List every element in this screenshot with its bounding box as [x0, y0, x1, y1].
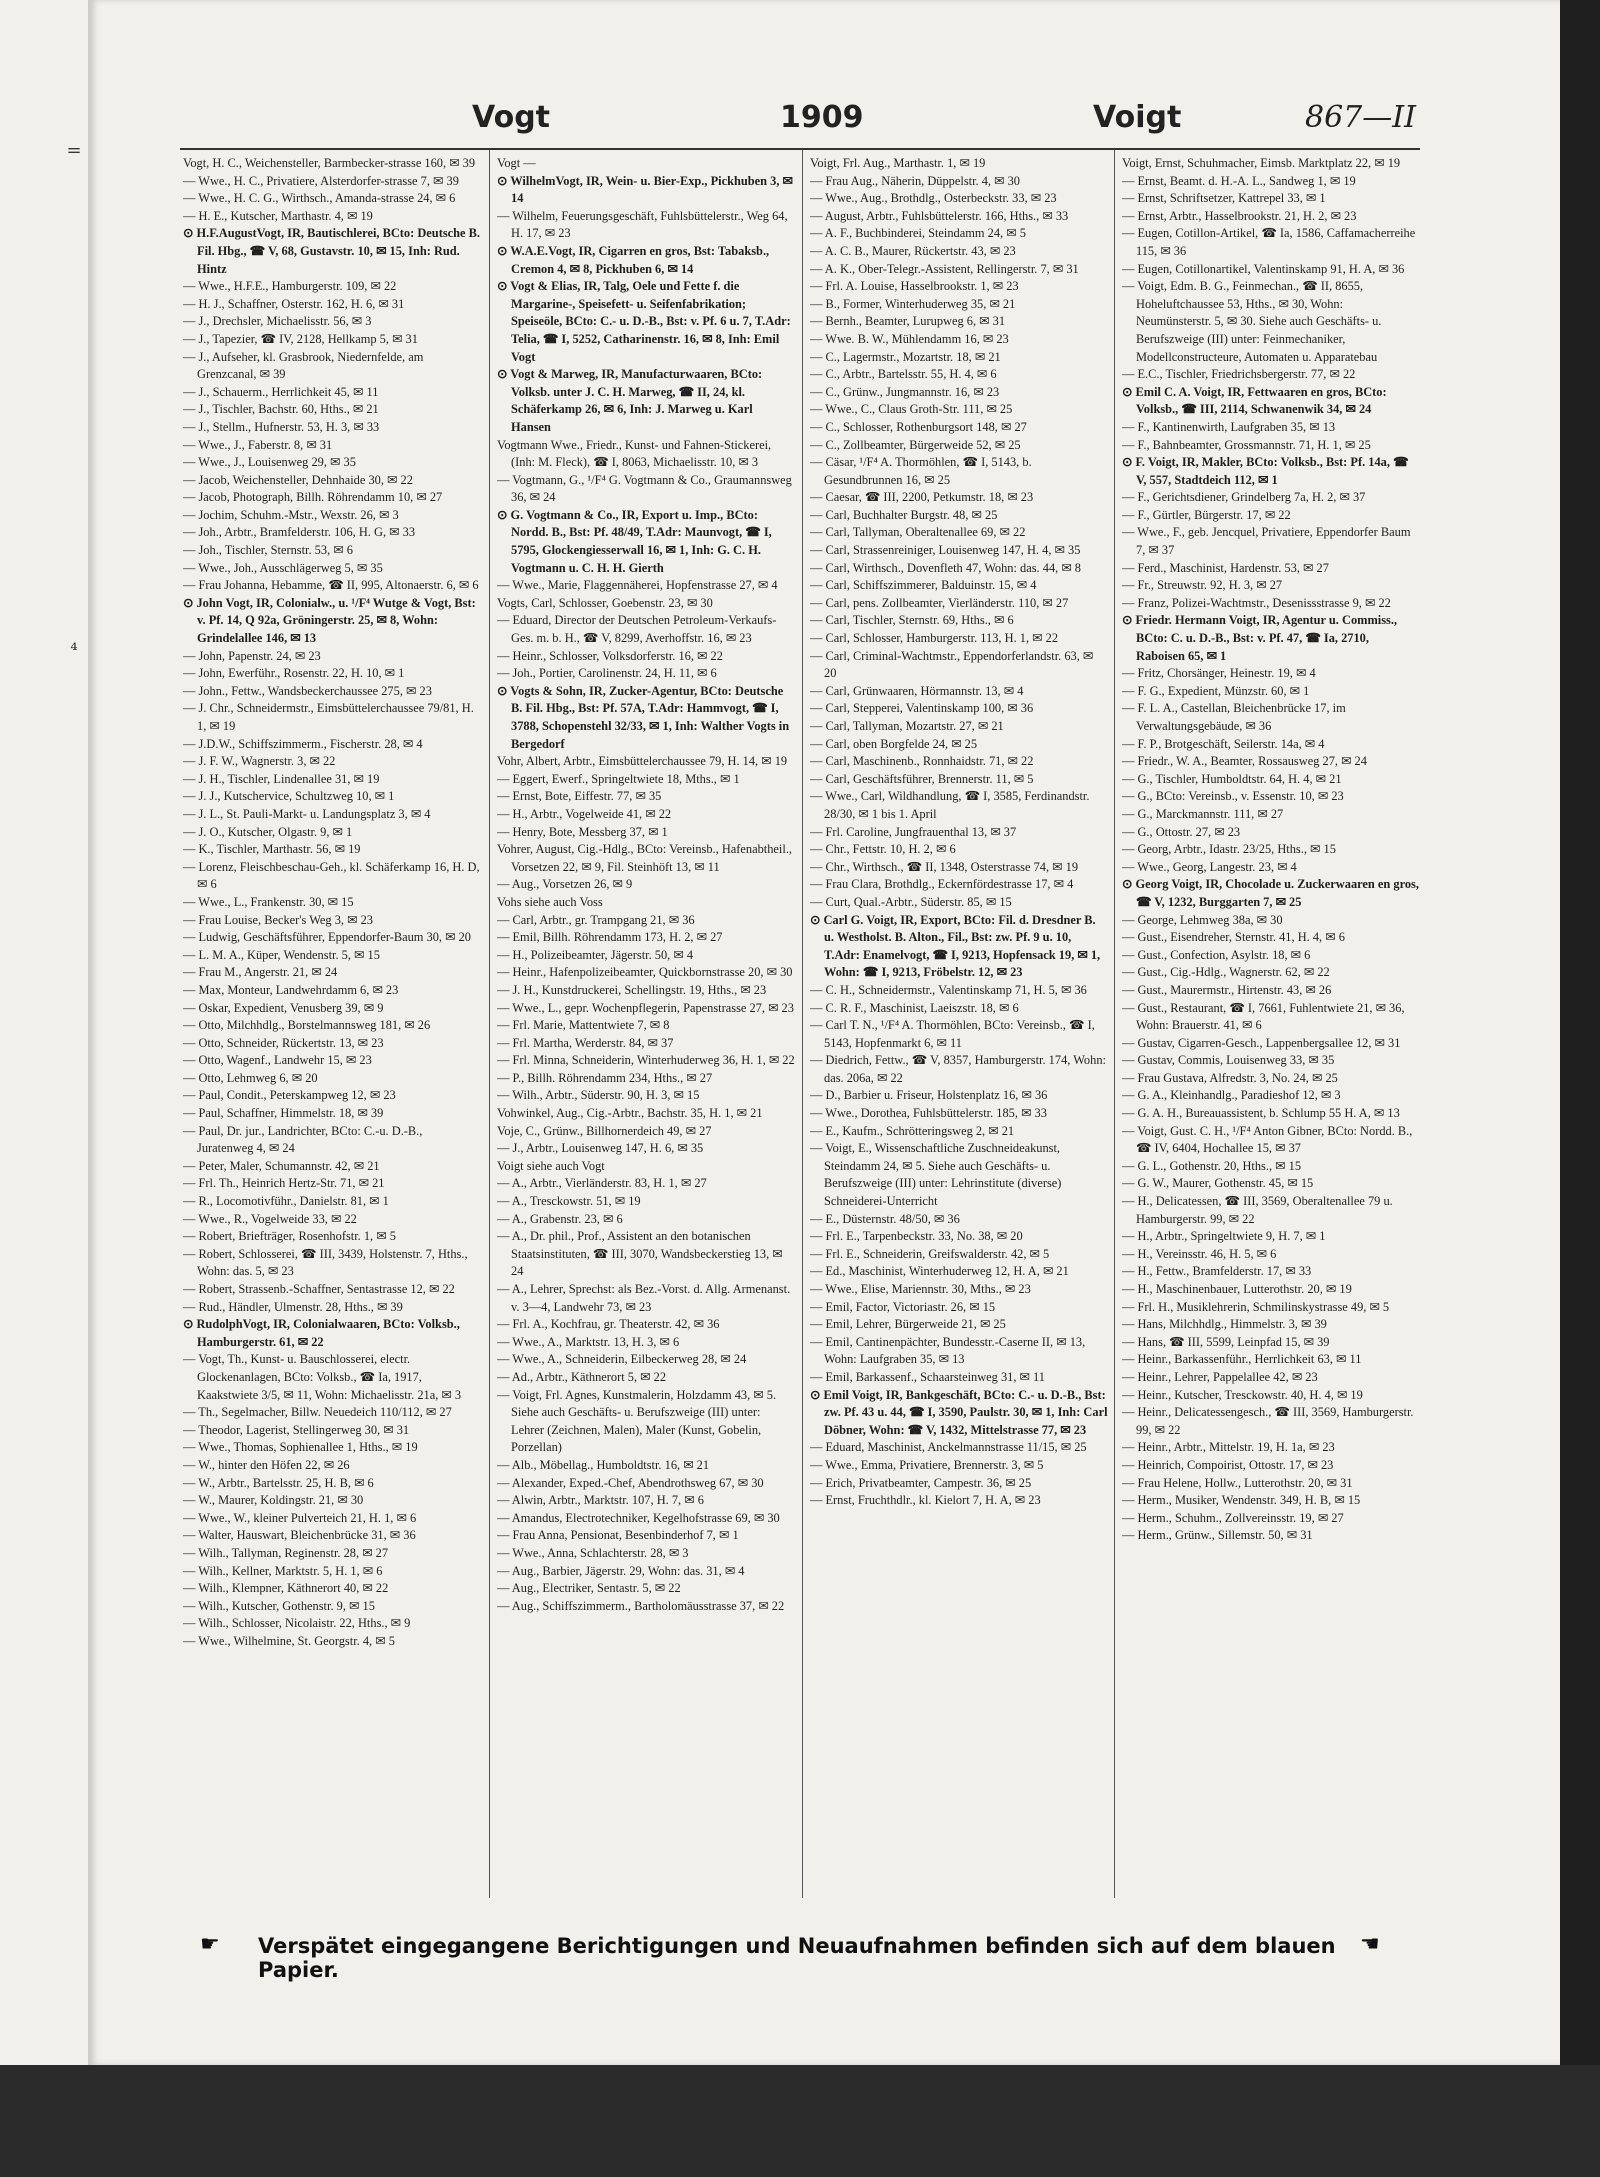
header-left-name: Vogt: [472, 100, 551, 135]
column-rule: [802, 150, 803, 1898]
directory-entry: — Wwe., A., Marktstr. 13, H. 3, ✉ 6: [497, 1334, 680, 1349]
directory-entry: — Frau Helene, Hollw., Lutterothstr. 20, ✉ 31: [1122, 1475, 1353, 1490]
directory-entry: — Wwe., H. C. G., Wirthsch., Amanda-strasse 24, ✉ 6: [183, 191, 456, 206]
directory-entry: — Eugen, Cotillon-Artikel, ☎ Ia, 1586, Caffamacherreihe 115, ✉ 36: [1122, 226, 1416, 258]
directory-entry: — Wilhelm, Feuerungsgeschäft, Fuhlsbüttelerstr., Weg 64, H. 17, ✉ 23: [497, 208, 788, 241]
directory-entry: — Frl. A., Kochfrau, gr. Theaterstr. 42, ✉ 36: [497, 1317, 720, 1332]
directory-entry: Vohrer, August, Cig.-Hdlg., BCto: Vereinsb., Hafenabtheil., Vorsetzen 22, ✉ 9, Fil. Steinhöft 13, ✉ 11: [497, 842, 793, 874]
directory-entry: — H., Delicatessen, ☎ III, 3569, Oberaltenallee 79 u. Hamburgerstr. 99, ✉ 22: [1122, 1194, 1393, 1226]
directory-entry: — Hans, ☎ III, 5599, Leinpfad 15, ✉ 39: [1122, 1334, 1330, 1349]
directory-column-4: [1122, 155, 1420, 1895]
directory-entry: — Frl. H., Musiklehrerin, Schmilinskystrasse 49, ✉ 5: [1122, 1299, 1390, 1314]
scan-background: [0, 2065, 1600, 2177]
directory-entry: — George, Lehmweg 38a, ✉ 30: [1122, 912, 1283, 927]
right-dark-band: [1560, 0, 1600, 2065]
directory-entry: Voigt, Ernst, Schuhmacher, Eimsb. Marktplatz 22, ✉ 19: [1122, 156, 1401, 170]
directory-entry: — J. H., Kunstdruckerei, Schellingstr. 19, Hths., ✉ 23: [497, 982, 767, 997]
directory-entry: — Robert, Briefträger, Rosenhofstr. 1, ✉ 5: [183, 1229, 396, 1244]
directory-entry: — Otto, Lehmweg 6, ✉ 20: [183, 1070, 318, 1085]
directory-entry: ⊙ Georg Voigt, IR, Chocolade u. Zuckerwaaren en gros, ☎ V, 1232, Burggarten 7, ✉ 25: [1122, 877, 1419, 909]
directory-entry: — Ferd., Maschinist, Hardenstr. 53, ✉ 27: [1122, 560, 1329, 575]
directory-entry: — Gust., Restaurant, ☎ I, 7661, Fuhlentwiete 21, ✉ 36, Wohn: Brauerstr. 41, ✉ 6: [1122, 1000, 1405, 1033]
directory-entry: — Carl, Arbtr., gr. Trampgang 21, ✉ 36: [497, 912, 695, 927]
directory-entry: — G. A. H., Bureauassistent, b. Schlump 55 H. A, ✉ 13: [1122, 1106, 1400, 1121]
directory-entry: — C. R. F., Maschinist, Laeiszstr. 18, ✉ 6: [810, 1000, 1019, 1015]
directory-entry: — J., Tischler, Bachstr. 60, Hths., ✉ 21: [183, 402, 379, 417]
directory-entry: — Emil, Barkassenf., Schaarsteinweg 31, ✉ 11: [810, 1369, 1045, 1384]
directory-column-1: [183, 155, 481, 1895]
directory-entry: — H. J., Schaffner, Osterstr. 162, H. 6, ✉ 31: [183, 296, 405, 311]
directory-entry: — Herm., Schuhm., Zollvereinsstr. 19, ✉ 27: [1122, 1510, 1344, 1525]
directory-entry: — Wwe., Georg, Langestr. 23, ✉ 4: [1122, 859, 1297, 874]
directory-entry: ⊙ John Vogt, IR, Colonialw., u. ¹/F⁴ Wutge & Vogt, Bst: v. Pf. 14, Q 92a, Gröningerstr. 25, ✉ 8, Wohn: Grindelallee 146, ✉ 13: [183, 595, 476, 646]
directory-entry: — J. J., Kutschervice, Schultzweg 10, ✉ 1: [183, 789, 395, 804]
directory-entry: — J. L., St. Pauli-Markt- u. Landungsplatz 3, ✉ 4: [183, 806, 431, 821]
directory-entry: — John, Papenstr. 24, ✉ 23: [183, 648, 321, 663]
directory-entry: — John., Fettw., Wandsbeckerchaussee 275, ✉ 23: [183, 683, 432, 698]
directory-entry: — Frl. A. Louise, Hasselbrookstr. 1, ✉ 23: [810, 279, 1019, 294]
directory-entry: — Wwe., A., Schneiderin, Eilbeckerweg 28, ✉ 24: [497, 1352, 747, 1367]
directory-entry: — Carl, oben Borgfelde 24, ✉ 25: [810, 736, 978, 751]
directory-entry: — Diedrich, Fettw., ☎ V, 8357, Hamburgerstr. 174, Wohn: das. 206a, ✉ 22: [810, 1053, 1106, 1085]
directory-entry: — J., Tapezier, ☎ IV, 2128, Hellkamp 5, ✉ 31: [183, 331, 418, 346]
directory-entry: — Carl, pens. Zollbeamter, Vierländerstr. 110, ✉ 27: [810, 595, 1069, 610]
column-rule: [1114, 150, 1115, 1898]
directory-entry: — A., Tresckowstr. 51, ✉ 19: [497, 1194, 641, 1209]
directory-entry: — Carl, Buchhalter Burgstr. 48, ✉ 25: [810, 507, 998, 522]
directory-entry: — Gustav, Cigarren-Gesch., Lappenbergsallee 12, ✉ 31: [1122, 1035, 1401, 1050]
directory-entry: — A. F., Buchbinderei, Steindamm 24, ✉ 5: [810, 226, 1026, 241]
directory-entry: — Cäsar, ¹/F⁴ A. Thormöhlen, ☎ I, 5143, b. Gesundbrunnen 16, ✉ 25: [810, 455, 1032, 487]
directory-entry: — C. H., Schneidermstr., Valentinskamp 71, H. 5, ✉ 36: [810, 982, 1087, 997]
directory-entry: — Henry, Bote, Messberg 37, ✉ 1: [497, 824, 668, 839]
directory-entry: Vogt —: [497, 156, 536, 170]
directory-entry: — Paul, Dr. jur., Landrichter, BCto: C.-u. D.-B., Juratenweg 4, ✉ 24: [183, 1123, 423, 1156]
directory-entry: — G. W., Maurer, Gothenstr. 45, ✉ 15: [1122, 1176, 1314, 1191]
directory-entry: — Fritz, Chorsänger, Heinestr. 19, ✉ 4: [1122, 666, 1316, 681]
directory-entry: — J. O., Kutscher, Olgastr. 9, ✉ 1: [183, 824, 353, 839]
directory-entry: — J., Stellm., Hufnerstr. 53, H. 3, ✉ 33: [183, 419, 380, 434]
directory-entry: — F., Gerichtsdiener, Grindelberg 7a, H. 2, ✉ 37: [1122, 490, 1366, 505]
directory-entry: — Joh., Portier, Carolinenstr. 24, H. 11, ✉ 6: [497, 666, 717, 681]
directory-entry: — G. A., Kleinhandlg., Paradieshof 12, ✉ 3: [1122, 1088, 1341, 1103]
directory-entry: — Eugen, Cotillonartikel, Valentinskamp 91, H. A, ✉ 36: [1122, 261, 1405, 276]
footer-text: Verspätet eingegangene Berichtigungen und Neuaufnahmen befinden sich auf dem blauen Papier.: [258, 1934, 1336, 1982]
directory-entry: — Joh., Tischler, Sternstr. 53, ✉ 6: [183, 543, 353, 558]
directory-entry: — Eduard, Director der Deutschen Petroleum-Verkaufs-Ges. m. b. H., ☎ V, 8299, Averhoffstr. 16, ✉ 23: [497, 613, 777, 646]
directory-entry: — Hans, Milchhdlg., Himmelstr. 3, ✉ 39: [1122, 1317, 1327, 1332]
directory-entry: — Ernst, Fruchthdlr., kl. Kielort 7, H. A, ✉ 23: [810, 1493, 1041, 1508]
directory-entry: — Voigt, Frl. Agnes, Kunstmalerin, Holzdamm 43, ✉ 5. Siehe auch Geschäfts- u. Berufszweige (III) unter: Lehrer (Zeichnen, Malen), Maler (Kunst, Gobelin, Porzellan): [497, 1387, 777, 1455]
directory-entry: — E.C., Tischler, Friedrichsbergerstr. 77, ✉ 22: [1122, 367, 1356, 382]
directory-entry: — Bernh., Beamter, Lurupweg 6, ✉ 31: [810, 314, 1006, 329]
directory-entry: — W., hinter den Höfen 22, ✉ 26: [183, 1457, 350, 1472]
directory-entry: — Alwin, Arbtr., Marktstr. 107, H. 7, ✉ 6: [497, 1493, 704, 1508]
directory-entry: — Wwe., Emma, Privatiere, Brennerstr. 3, ✉ 5: [810, 1457, 1044, 1472]
directory-entry: Vogt, H. C., Weichensteller, Barmbecker-strasse 160, ✉ 39: [183, 156, 476, 170]
directory-entry: — A. C. B., Maurer, Rückertstr. 43, ✉ 23: [810, 243, 1016, 258]
directory-entry: — Alb., Möbellag., Humboldtstr. 16, ✉ 21: [497, 1457, 710, 1472]
directory-entry: — A. K., Ober-Telegr.-Assistent, Rellingerstr. 7, ✉ 31: [810, 261, 1079, 276]
directory-entry: — Wwe., Marie, Flaggennäherei, Hopfenstrasse 27, ✉ 4: [497, 578, 778, 593]
directory-entry: — A., Dr. phil., Prof., Assistent an den botanischen Staatsinstituten, ☎ III, 3070, Wandsbeckerstieg 13, ✉ 24: [497, 1229, 783, 1279]
directory-entry: — C., Zollbeamter, Bürgerweide 52, ✉ 25: [810, 437, 1021, 452]
directory-entry: — Gust., Cig.-Hdlg., Wagnerstr. 62, ✉ 22: [1122, 965, 1330, 980]
directory-entry: — Ernst, Arbtr., Hasselbrookstr. 21, H. 2, ✉ 23: [1122, 208, 1357, 223]
directory-entry: — J., Aufseher, kl. Grasbrook, Niedernfelde, am Grenzcanal, ✉ 39: [183, 349, 424, 382]
directory-entry: — Frau Aug., Näherin, Düppelstr. 4, ✉ 30: [810, 173, 1020, 188]
directory-entry: — H., Arbtr., Springeltwiete 9, H. 7, ✉ 1: [1122, 1229, 1326, 1244]
directory-entry: Voje, C., Grünw., Billhornerdeich 49, ✉ 27: [497, 1123, 712, 1138]
directory-entry: — L. M. A., Küper, Wendenstr. 5, ✉ 15: [183, 947, 380, 962]
directory-entry: — G., Tischler, Humboldtstr. 64, H. 4, ✉ 21: [1122, 771, 1342, 786]
directory-entry: — Ernst, Beamt. d. H.-A. L., Sandweg 1, ✉ 19: [1122, 173, 1356, 188]
directory-entry: — Carl, Tischler, Sternstr. 69, Hths., ✉ 6: [810, 613, 1014, 628]
directory-entry: — Frl. Minna, Schneiderin, Winterhuderweg 36, H. 1, ✉ 22: [497, 1053, 795, 1068]
directory-entry: — Max, Monteur, Landwehrdamm 6, ✉ 23: [183, 982, 399, 997]
directory-entry: — Frl. E., Tarpenbeckstr. 33, No. 38, ✉ 20: [810, 1229, 1023, 1244]
directory-entry: — B., Former, Winterhuderweg 35, ✉ 21: [810, 296, 1016, 311]
directory-entry: — Wilh., Tallyman, Reginenstr. 28, ✉ 27: [183, 1545, 389, 1560]
directory-entry: — Frl. Martha, Werderstr. 84, ✉ 37: [497, 1035, 674, 1050]
directory-entry: — F. P., Brotgeschäft, Seilerstr. 14a, ✉ 4: [1122, 736, 1325, 751]
directory-entry: — Heinr., Schlosser, Volksdorferstr. 16, ✉ 22: [497, 648, 723, 663]
directory-entry: — Wwe., Elise, Mariennstr. 30, Mths., ✉ 23: [810, 1282, 1031, 1296]
directory-entry: Vohr, Albert, Arbtr., Eimsbüttelerchaussee 79, H. 14, ✉ 19: [497, 754, 788, 769]
directory-entry: — Eduard, Maschinist, Anckelmannstrasse 11/15, ✉ 25: [810, 1440, 1087, 1455]
margin-mark: ⁴: [70, 640, 78, 661]
directory-entry: — J.D.W., Schiffszimmerm., Fischerstr. 28, ✉ 4: [183, 736, 423, 751]
directory-entry: — H., Polizeibeamter, Jägerstr. 50, ✉ 4: [497, 947, 694, 962]
directory-entry: — Jacob, Weichensteller, Dehnhaide 30, ✉ 22: [183, 472, 413, 487]
header-year: 1909: [780, 100, 864, 135]
directory-entry: — C., Schlosser, Rothenburgsort 148, ✉ 27: [810, 419, 1027, 434]
pointing-hand-left-icon: ☚: [1360, 1932, 1380, 1957]
directory-entry: — Wwe., L., gepr. Wochenpflegerin, Papenstrasse 27, ✉ 23: [497, 1000, 794, 1015]
directory-entry: — D., Barbier u. Friseur, Holstenplatz 16, ✉ 36: [810, 1088, 1048, 1103]
directory-entry: — Wwe. B. W., Mühlendamm 16, ✉ 23: [810, 331, 1009, 346]
directory-entry: — John, Ewerführ., Rosenstr. 22, H. 10, ✉ 1: [183, 666, 405, 681]
directory-entry: — Caesar, ☎ III, 2200, Petkumstr. 18, ✉ 23: [810, 490, 1034, 505]
directory-entry: — Carl, Wirthsch., Dovenfleth 47, Wohn: das. 44, ✉ 8: [810, 560, 1082, 575]
directory-entry: — J., Arbtr., Louisenweg 147, H. 6, ✉ 35: [497, 1141, 704, 1156]
directory-entry: — Lorenz, Fleischbeschau-Geh., kl. Schäferkamp 16, H. D, ✉ 6: [183, 859, 480, 892]
directory-entry: — Aug., Vorsetzen 26, ✉ 9: [497, 877, 633, 892]
directory-entry: — Wwe., Wilhelmine, St. Georgstr. 4, ✉ 5: [183, 1633, 395, 1648]
directory-entry: — Carl, Tallyman, Mozartstr. 27, ✉ 21: [810, 719, 1004, 733]
directory-entry: — Chr., Fettstr. 10, H. 2, ✉ 6: [810, 842, 956, 857]
directory-entry: — Wwe., Aug., Brothdlg., Osterbeckstr. 33, ✉ 23: [810, 191, 1057, 206]
directory-entry: — Frau Clara, Brothdlg., Eckernfördestrasse 17, ✉ 4: [810, 877, 1074, 892]
directory-entry: — J., Schauerm., Herrlichkeit 45, ✉ 11: [183, 384, 379, 399]
directory-entry: — Chr., Wirthsch., ☎ II, 1348, Osterstrasse 74, ✉ 19: [810, 859, 1079, 874]
left-margin-strip: [0, 0, 91, 2065]
directory-column-2: [497, 155, 795, 1895]
directory-entry: — Ernst, Schriftsetzer, Kattrepel 33, ✉ 1: [1122, 191, 1326, 206]
directory-entry: — Aug., Barbier, Jägerstr. 29, Wohn: das. 31, ✉ 4: [497, 1563, 745, 1578]
directory-entry: — J., Drechsler, Michaelisstr. 56, ✉ 3: [183, 314, 372, 329]
directory-entry: ⊙ Vogts & Sohn, IR, Zucker-Agentur, BCto: Deutsche B. Fil. Hbg., Bst: Pf. 57A, T.Adr: Hammvogt, ☎ I, 3788, Schopenstehl 32/33, ✉ 1, Inh: Walther Vogts in Bergedorf: [497, 683, 790, 751]
directory-entry: ⊙ Emil Voigt, IR, Bankgeschäft, BCto: C.- u. D.-B., Bst: zw. Pf. 43 u. 44, ☎ I, 3590, Paulstr. 30, ✉ 1, Inh: Carl Döbner, Wohn: ☎ V, 1432, Mittelstrasse 77, ✉ 23: [810, 1387, 1108, 1437]
directory-entry: ⊙ Emil C. A. Voigt, IR, Fettwaaren en gros, BCto: Volksb., ☎ III, 2114, Schwanenwik 34, ✉ 24: [1122, 384, 1387, 417]
directory-entry: — A., Lehrer, Sprechst: als Bez.-Vorst. d. Allg. Armenanst. v. 3—4, Landwehr 73, ✉ 23: [497, 1282, 791, 1314]
directory-entry: — Carl, Schlosser, Hamburgerstr. 113, H. 1, ✉ 22: [810, 631, 1059, 646]
directory-entry: ⊙ Vogt & Elias, IR, Talg, Oele und Fette f. die Margarine-, Speisefett- u. Seifenfabrikation; Speiseöle, BCto: C.- u. D.-B., Bst: v. Pf. 6 u. 7, T.Adr: Telia, ☎ I, 5252, Catharinenstr. 16, ✉ 8, Inh: Emil Vogt: [497, 279, 791, 364]
directory-entry: — C., Grünw., Jungmannstr. 16, ✉ 23: [810, 384, 1000, 399]
directory-entry: — G., Marckmannstr. 111, ✉ 27: [1122, 806, 1284, 821]
directory-entry: — Otto, Milchhdlg., Borstelmannsweg 181, ✉ 26: [183, 1018, 431, 1033]
directory-entry: — Emil, Factor, Victoriastr. 26, ✉ 15: [810, 1299, 996, 1314]
directory-entry: — Wwe., Anna, Schlachterstr. 28, ✉ 3: [497, 1545, 689, 1560]
directory-entry: — F., Gürtler, Bürgerstr. 17, ✉ 22: [1122, 507, 1291, 522]
directory-entry: — Fr., Streuwstr. 92, H. 3, ✉ 27: [1122, 578, 1283, 593]
directory-entry: — Emil, Lehrer, Bürgerweide 21, ✉ 25: [810, 1317, 1006, 1332]
directory-entry: — F. L. A., Castellan, Bleichenbrücke 17, im Verwaltungsgebäude, ✉ 36: [1122, 701, 1346, 733]
directory-entry: Vogts, Carl, Schlosser, Goebenstr. 23, ✉ 30: [497, 595, 713, 610]
header-right-name: Voigt: [1093, 100, 1182, 135]
directory-entry: — E., Düsternstr. 48/50, ✉ 36: [810, 1211, 960, 1226]
directory-entry: — H., Fettw., Bramfelderstr. 17, ✉ 33: [1122, 1264, 1312, 1279]
directory-entry: — Ed., Maschinist, Winterhuderweg 12, H. A, ✉ 21: [810, 1264, 1069, 1279]
directory-entry: — Wwe., L., Frankenstr. 30, ✉ 15: [183, 894, 354, 909]
directory-entry: — W., Arbtr., Bartelsstr. 25, H. B, ✉ 6: [183, 1475, 374, 1490]
directory-entry: — Carl, Stepperei, Valentinskamp 100, ✉ 36: [810, 701, 1034, 716]
directory-entry: — Wwe., F., geb. Jencquel, Privatiere, Eppendorfer Baum 7, ✉ 37: [1122, 525, 1411, 558]
directory-entry: ⊙ H.F.AugustVogt, IR, Bautischlerei, BCto: Deutsche B. Fil. Hbg., ☎ V, 68, Gustavstr. 10, ✉ 15, Inh: Rud. Hintz: [183, 226, 480, 276]
directory-entry: — Carl, Strassenreiniger, Louisenweg 147, H. 4, ✉ 35: [810, 543, 1081, 558]
directory-entry: — Wwe., H.F.E., Hamburgerstr. 109, ✉ 22: [183, 279, 397, 294]
directory-entry: — Jacob, Photograph, Billh. Röhrendamm 10, ✉ 27: [183, 490, 443, 505]
directory-entry: ⊙ WilhelmVogt, IR, Wein- u. Bier-Exp., Pickhuben 3, ✉ 14: [497, 173, 793, 206]
directory-entry: — E., Kaufm., Schrötteringsweg 2, ✉ 21: [810, 1123, 1015, 1138]
directory-entry: Voigt, Frl. Aug., Marthastr. 1, ✉ 19: [810, 156, 986, 170]
directory-entry: — Wwe., Thomas, Sophienallee 1, Hths., ✉ 19: [183, 1440, 418, 1455]
directory-entry: — Aug., Electriker, Sentastr. 5, ✉ 22: [497, 1581, 681, 1596]
directory-entry: — Frau Johanna, Hebamme, ☎ II, 995, Altonaerstr. 6, ✉ 6: [183, 578, 479, 593]
page-number: 867—II: [1305, 100, 1416, 135]
directory-entry: ⊙ Carl G. Voigt, IR, Export, BCto: Fil. d. Dresdner B. u. Westholst. B. Alton., Fil., Bst: zw. Pf. 9 u. 10, T.Adr: Enamelvogt, ☎ I, 9213, Hopfensack 19, ✉ 1, Wohn: ☎ I, 9213, Fröbelstr. 12, ✉ 23: [810, 912, 1101, 980]
directory-entry: — Wilh., Kellner, Marktstr. 5, H. 1, ✉ 6: [183, 1563, 383, 1578]
directory-entry: — Frau Louise, Becker's Weg 3, ✉ 23: [183, 912, 373, 927]
directory-entry: — Alexander, Exped.-Chef, Abendrothsweg 67, ✉ 30: [497, 1475, 764, 1490]
directory-entry: — Heinr., Kutscher, Tresckowstr. 40, H. 4, ✉ 19: [1122, 1387, 1363, 1402]
directory-entry: ⊙ RudolphVogt, IR, Colonialwaaren, BCto: Volksb., Hamburgerstr. 61, ✉ 22: [183, 1317, 460, 1349]
directory-entry: — Frl. E., Schneiderin, Greifswalderstr. 42, ✉ 5: [810, 1246, 1050, 1261]
directory-entry: — K., Tischler, Marthastr. 56, ✉ 19: [183, 842, 361, 857]
margin-mark: =: [66, 140, 82, 161]
directory-entry: — Erich, Privatbeamter, Campestr. 36, ✉ 25: [810, 1475, 1032, 1490]
directory-entry: — Wwe., R., Vogelweide 33, ✉ 22: [183, 1211, 357, 1226]
directory-entry: — Voigt, Edm. B. G., Feinmechan., ☎ II, 8655, Hoheluftchaussee 53, Hths., ✉ 30, Wohn: Neumünsterstr. 5, ✉ 30. Siehe auch Geschäfts- u. Berufszweige (III) unter: Feinmechaniker, Modellconstructeure, Automaten u. Apparatebau: [1122, 279, 1382, 364]
directory-entry: — Carl, Maschinenb., Ronnhaidstr. 71, ✉ 22: [810, 754, 1034, 769]
directory-entry: — F., Kantinenwirth, Laufgraben 35, ✉ 13: [1122, 419, 1336, 434]
directory-entry: — Gust., Eisendreher, Sternstr. 41, H. 4, ✉ 6: [1122, 930, 1345, 945]
directory-entry: — Voigt, Gust. C. H., ¹/F⁴ Anton Gibner, BCto: Nordd. B., ☎ IV, 6404, Hochallee 15, ✉ 37: [1122, 1123, 1413, 1156]
footer-notice: [200, 1930, 1400, 1982]
directory-entry: — Heinr., Delicatessengesch., ☎ III, 3569, Hamburgerstr. 99, ✉ 22: [1122, 1405, 1414, 1437]
directory-entry: — Curt, Qual.-Arbtr., Süderstr. 85, ✉ 15: [810, 894, 1012, 909]
directory-entry: ⊙ G. Vogtmann & Co., IR, Export u. Imp., BCto: Nordd. B., Bst: Pf. 48/49, T.Adr: Maunvogt, ☎ I, 5795, Glockengiesserwall 16, ✉ 1, Inh: G. C. H. Vogtmann u. C. H. H. Gierth: [497, 507, 772, 575]
directory-entry: — W., Maurer, Koldingstr. 21, ✉ 30: [183, 1493, 364, 1508]
directory-entry: — Paul, Condit., Peterskampweg 12, ✉ 23: [183, 1088, 396, 1103]
directory-entry: — Oskar, Expedient, Venusberg 39, ✉ 9: [183, 1000, 384, 1015]
directory-column-3: [810, 155, 1108, 1895]
directory-entry: — P., Billh. Röhrendamm 234, Hths., ✉ 27: [497, 1070, 713, 1085]
directory-entry: — F., Bahnbeamter, Grossmannstr. 71, H. 1, ✉ 25: [1122, 437, 1371, 452]
directory-entry: — Ludwig, Geschäftsführer, Eppendorfer-Baum 30, ✉ 20: [183, 930, 472, 945]
directory-entry: — Emil, Billh. Röhrendamm 173, H. 2, ✉ 27: [497, 930, 723, 945]
directory-entry: — Frau Gustava, Alfredstr. 3, No. 24, ✉ 25: [1122, 1070, 1338, 1085]
directory-entry: ⊙ F. Voigt, IR, Makler, BCto: Volksb., Bst: Pf. 14a, ☎ V, 557, Stadtdeich 112, ✉ 1: [1122, 455, 1409, 487]
directory-entry: — Gust., Maurermstr., Hirtenstr. 43, ✉ 26: [1122, 982, 1332, 997]
directory-entry: — Franz, Polizei-Wachtmstr., Desenissstrasse 9, ✉ 22: [1122, 595, 1391, 610]
directory-entry: — G., BCto: Vereinsb., v. Essenstr. 10, ✉ 23: [1122, 789, 1344, 804]
directory-entry: — Wilh., Kutscher, Gothenstr. 9, ✉ 15: [183, 1598, 375, 1613]
directory-entry: — Heinr., Lehrer, Pappelallee 42, ✉ 23: [1122, 1369, 1318, 1384]
directory-entry: — Wilh., Klempner, Käthnerort 40, ✉ 22: [183, 1581, 389, 1596]
directory-entry: — August, Arbtr., Fuhlsbüttelerstr. 166, Hths., ✉ 33: [810, 208, 1069, 223]
directory-entry: — Frau M., Angerstr. 21, ✉ 24: [183, 965, 338, 980]
directory-entry: — Heinr., Hafenpolizeibeamter, Quickbornstrasse 20, ✉ 30: [497, 965, 793, 980]
directory-entry: ⊙ Vogt & Marweg, IR, Manufacturwaaren, BCto: Volksb. unter J. C. H. Marweg, ☎ II, 24, kl. Schäferkamp 26, ✉ 6, Inh: J. Marweg u. Karl Hansen: [497, 367, 763, 434]
directory-entry: Vogtmann Wwe., Friedr., Kunst- und Fahnen-Stickerei, (Inh: M. Fleck), ☎ I, 8063, Michaelisstr. 10, ✉ 3: [497, 437, 772, 470]
directory-entry: — Carl, Grünwaaren, Hörmannstr. 13, ✉ 4: [810, 683, 1024, 698]
directory-entry: — J. H., Tischler, Lindenallee 31, ✉ 19: [183, 771, 380, 786]
directory-entry: Vohs siehe auch Voss: [497, 894, 603, 909]
directory-entry: — Carl T. N., ¹/F⁴ A. Thormöhlen, BCto: Vereinsb., ☎ I, 5143, Hopfenmarkt 6, ✉ 11: [810, 1018, 1095, 1050]
page-header: [180, 100, 1420, 140]
directory-entry: — Walter, Hauswart, Bleichenbrücke 31, ✉ 36: [183, 1528, 416, 1543]
directory-entry: — Vogt, Th., Kunst- u. Bauschlosserei, electr. Glockenanlagen, BCto: Volksb., ☎ Ia, 1917, Kaakstwiete 3/5, ✉ 11, Wohn: Michaelisstr. 21a, ✉ 3: [183, 1352, 462, 1402]
directory-entry: — Wwe., W., kleiner Pulverteich 21, H. 1, ✉ 6: [183, 1510, 417, 1525]
directory-entry: — Wilh., Schlosser, Nicolaistr. 22, Hths., ✉ 9: [183, 1616, 411, 1631]
directory-entry: — Frl. Marie, Mattentwiete 7, ✉ 8: [497, 1018, 670, 1033]
directory-entry: — Wwe., Dorothea, Fuhlsbüttelerstr. 185, ✉ 33: [810, 1106, 1047, 1121]
directory-entry: — Frl. Th., Heinrich Hertz-Str. 71, ✉ 21: [183, 1176, 385, 1191]
column-rule: [489, 150, 490, 1898]
directory-entry: — Wilh., Arbtr., Süderstr. 90, H. 3, ✉ 15: [497, 1088, 700, 1103]
directory-entry: — A., Arbtr., Vierländerstr. 83, H. 1, ✉ 27: [497, 1176, 707, 1191]
directory-entry: — C., Lagermstr., Mozartstr. 18, ✉ 21: [810, 349, 1001, 364]
directory-entry: — Heinrich, Compoirist, Ottostr. 17, ✉ 23: [1122, 1457, 1334, 1472]
directory-entry: — Ad., Arbtr., Käthnerort 5, ✉ 22: [497, 1369, 667, 1384]
directory-entry: — Robert, Schlosserei, ☎ III, 3439, Holstenstr. 7, Hths., Wohn: das. 5, ✉ 23: [183, 1246, 468, 1279]
directory-entry: — C., Arbtr., Bartelsstr. 55, H. 4, ✉ 6: [810, 367, 997, 382]
directory-entry: — G., Ottostr. 27, ✉ 23: [1122, 824, 1241, 839]
directory-entry: — H., Arbtr., Vogelweide 41, ✉ 22: [497, 806, 672, 821]
directory-entry: — Eggert, Ewerf., Springeltwiete 18, Mths., ✉ 1: [497, 771, 740, 786]
directory-entry: — F. G., Expedient, Münzstr. 60, ✉ 1: [1122, 683, 1310, 698]
directory-entry: — R., Locomotivführ., Danielstr. 81, ✉ 1: [183, 1194, 389, 1209]
directory-entry: — Th., Segelmacher, Billw. Neuedeich 110/112, ✉ 27: [183, 1405, 452, 1420]
directory-entry: — Jochim, Schuhm.-Mstr., Wexstr. 26, ✉ 3: [183, 507, 399, 522]
directory-entry: — Gustav, Commis, Louisenweg 33, ✉ 35: [1122, 1053, 1335, 1068]
directory-entry: — Wwe., J., Louisenweg 29, ✉ 35: [183, 455, 356, 470]
directory-entry: — Carl, Criminal-Wachtmstr., Eppendorferlandstr. 63, ✉ 20: [810, 648, 1094, 681]
directory-entry: — Rud., Händler, Ulmenstr. 28, Hths., ✉ 39: [183, 1299, 403, 1314]
directory-entry: — Aug., Schiffszimmerm., Bartholomäusstrasse 37, ✉ 22: [497, 1598, 785, 1613]
directory-entry: — H. E., Kutscher, Marthastr. 4, ✉ 19: [183, 208, 373, 223]
directory-entry: — Amandus, Electrotechniker, Kegelhofstrasse 69, ✉ 30: [497, 1510, 780, 1525]
directory-entry: — Heinr., Arbtr., Mittelstr. 19, H. 1a, ✉ 23: [1122, 1440, 1335, 1455]
directory-entry: — Wwe., J., Faberstr. 8, ✉ 31: [183, 437, 333, 452]
directory-entry: — Paul, Schaffner, Himmelstr. 18, ✉ 39: [183, 1106, 384, 1121]
pointing-hand-right-icon: ☛: [200, 1932, 220, 1957]
directory-entry: — Peter, Maler, Schumannstr. 42, ✉ 21: [183, 1158, 380, 1173]
directory-entry: — Herm., Musiker, Wendenstr. 349, H. B, ✉ 15: [1122, 1493, 1361, 1508]
directory-entry: — Herm., Grünw., Sillemstr. 50, ✉ 31: [1122, 1528, 1313, 1543]
directory-entry: — Wwe., Joh., Ausschlägerweg 5, ✉ 35: [183, 560, 383, 575]
directory-entry: — Carl, Tallyman, Oberaltenallee 69, ✉ 22: [810, 525, 1026, 540]
directory-entry: ⊙ Friedr. Hermann Voigt, IR, Agentur u. Commiss., BCto: C. u. D.-B., Bst: v. Pf. 47, ☎ Ia, 2710, Raboisen 65, ✉ 1: [1122, 613, 1398, 663]
directory-entry: — Vogtmann, G., ¹/F⁴ G. Vogtmann & Co., Graumannsweg 36, ✉ 24: [497, 472, 792, 505]
directory-entry: — Georg, Arbtr., Idastr. 23/25, Hths., ✉ 15: [1122, 842, 1336, 857]
directory-entry: — H., Vereinsstr. 46, H. 5, ✉ 6: [1122, 1246, 1277, 1261]
directory-entry: — Wwe., C., Claus Groth-Str. 111, ✉ 25: [810, 402, 1013, 417]
directory-entry: — Wwe., H. C., Privatiere, Alsterdorfer-strasse 7, ✉ 39: [183, 173, 459, 188]
directory-entry: — J. Chr., Schneidermstr., Eimsbüttelerchaussee 79/81, H. 1, ✉ 19: [183, 701, 474, 733]
directory-entry: — J. F. W., Wagnerstr. 3, ✉ 22: [183, 754, 336, 769]
directory-entry: Vohwinkel, Aug., Cig.-Arbtr., Bachstr. 35, H. 1, ✉ 21: [497, 1106, 763, 1121]
directory-entry: ⊙ W.A.E.Vogt, IR, Cigarren en gros, Bst: Tabaksb., Cremon 4, ✉ 8, Pickhuben 6, ✉ 14: [497, 243, 770, 276]
header-rule: [180, 148, 1420, 150]
directory-entry: — Otto, Wagenf., Landwehr 15, ✉ 23: [183, 1053, 372, 1068]
directory-entry: — Otto, Schneider, Rückertstr. 13, ✉ 23: [183, 1035, 384, 1050]
directory-entry: — A., Grabenstr. 23, ✉ 6: [497, 1211, 623, 1226]
directory-entry: — Joh., Arbtr., Bramfelderstr. 106, H. G, ✉ 33: [183, 525, 416, 540]
directory-entry: — Emil, Cantinenpächter, Bundesstr.-Caserne II, ✉ 13, Wohn: Laufgraben 35, ✉ 13: [810, 1334, 1086, 1367]
directory-entry: — Carl, Geschäftsführer, Brennerstr. 11, ✉ 5: [810, 771, 1034, 786]
directory-entry: — Frl. Caroline, Jungfrauenthal 13, ✉ 37: [810, 824, 1017, 839]
directory-entry: — Frau Anna, Pensionat, Besenbinderhof 7, ✉ 1: [497, 1528, 739, 1543]
directory-entry: — Voigt, E., Wissenschaftliche Zuschneideakunst, Steindamm 24, ✉ 5. Siehe auch Geschäfts- u. Berufszweige (III) unter: Lehrinstitute (diverse) Schneiderei-Unterricht: [810, 1141, 1062, 1209]
directory-entry: — Wwe., Carl, Wildhandlung, ☎ I, 3585, Ferdinandstr. 28/30, ✉ 1 bis 1. April: [810, 789, 1090, 821]
directory-entry: — Theodor, Lagerist, Stellingerweg 30, ✉ 31: [183, 1422, 410, 1437]
directory-entry: — Ernst, Bote, Eiffestr. 77, ✉ 35: [497, 789, 662, 804]
directory-entry: — Heinr., Barkassenführ., Herrlichkeit 63, ✉ 11: [1122, 1352, 1362, 1367]
directory-entry: — H., Maschinenbauer, Lutterothstr. 20, ✉ 19: [1122, 1282, 1352, 1296]
directory-entry: — Robert, Strassenb.-Schaffner, Sentastrasse 12, ✉ 22: [183, 1282, 455, 1296]
directory-entry: — Gust., Confection, Asylstr. 18, ✉ 6: [1122, 947, 1311, 962]
directory-entry: — Friedr., W. A., Beamter, Rossausweg 27, ✉ 24: [1122, 754, 1367, 769]
directory-entry: — G. L., Gothenstr. 20, Hths., ✉ 15: [1122, 1158, 1302, 1173]
directory-entry: — Carl, Schiffszimmerer, Balduinstr. 15, ✉ 4: [810, 578, 1037, 593]
directory-entry: Voigt siehe auch Vogt: [497, 1158, 605, 1173]
